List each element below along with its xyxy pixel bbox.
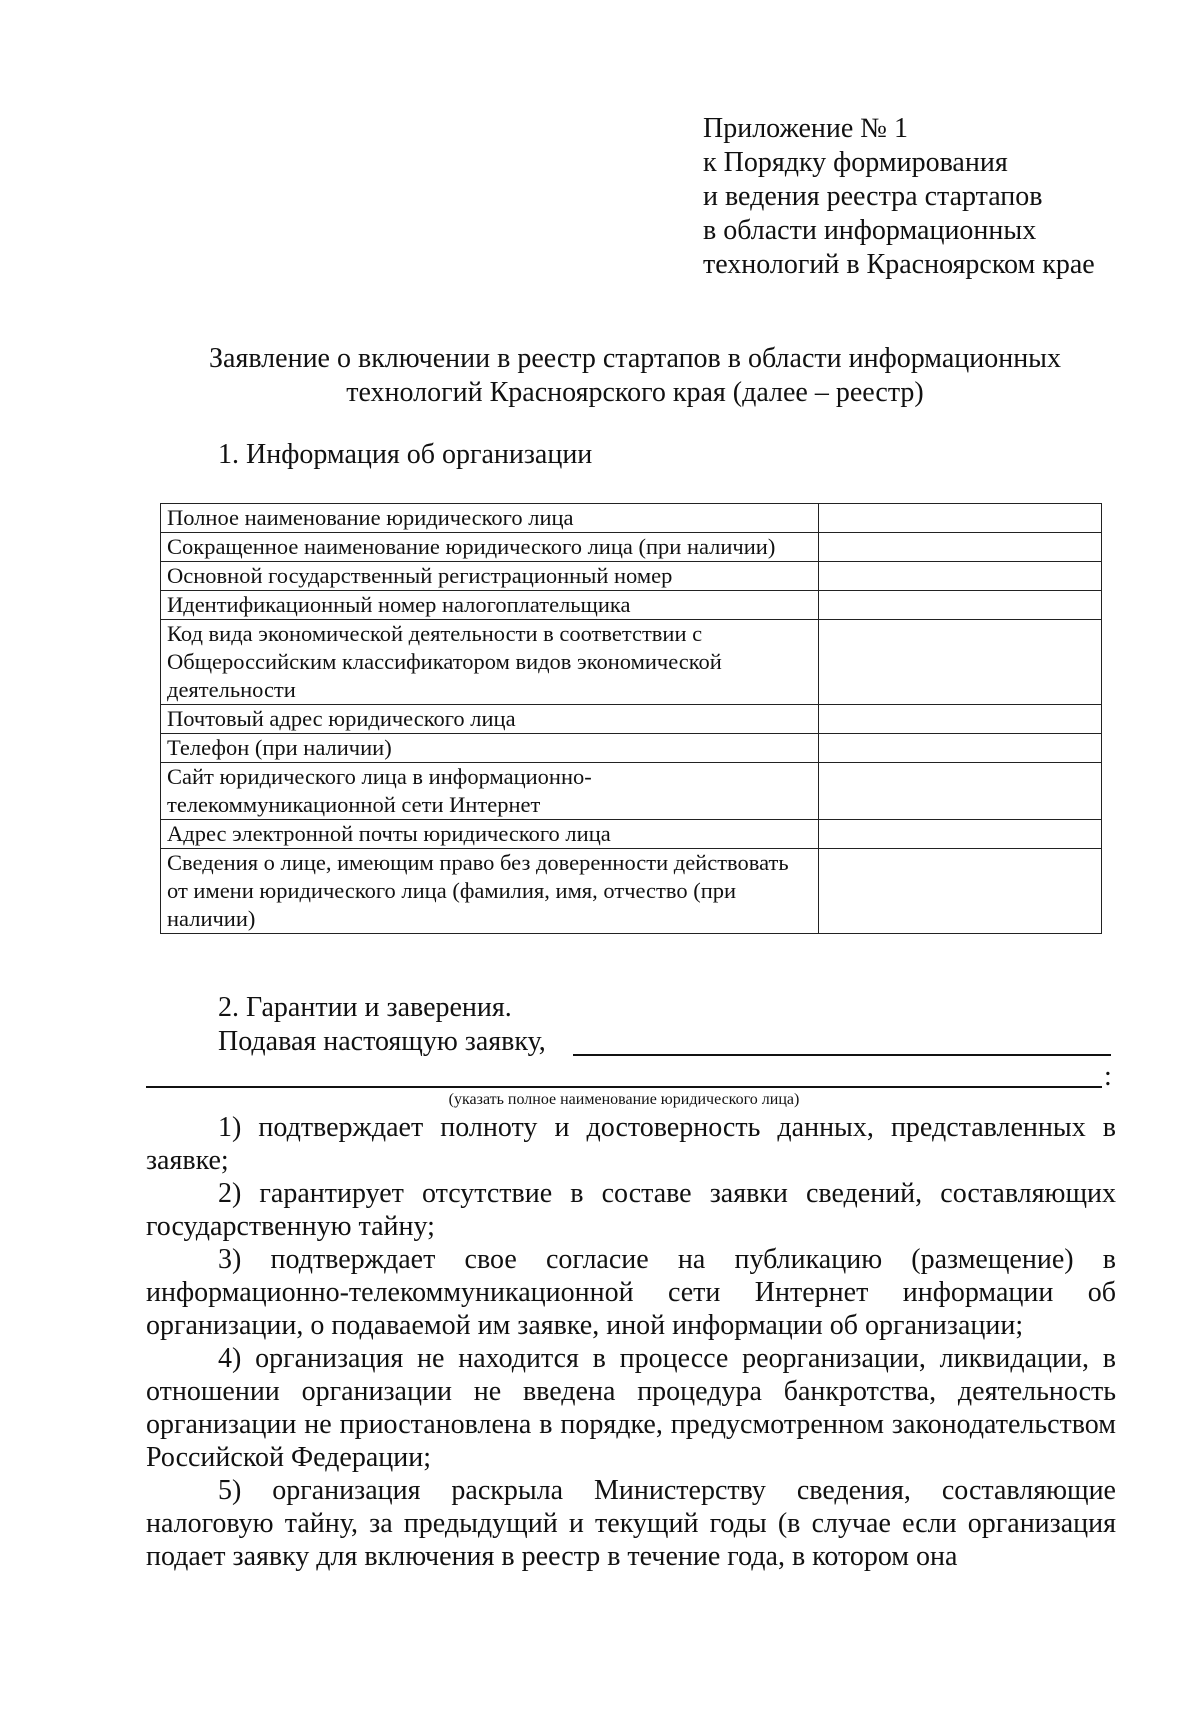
row-value-field[interactable] <box>818 620 1101 705</box>
row-label: Сайт юридического лица в информационно-телекоммуникационной сети Интернет <box>161 763 819 820</box>
guarantee-item-4: 4) организация не находится в процессе реорганизации, ликвидации, в отношении организации не введена процедура банкротства, деятельность организации не приостановлена в порядке, предусмотренном законодательством Российской Федерации; <box>146 1343 1116 1473</box>
table-row <box>161 705 1102 734</box>
appendix-line: к Порядку формирования <box>703 147 1008 178</box>
organization-name-blank-1[interactable] <box>573 1054 1111 1056</box>
table-row <box>161 562 1102 591</box>
table-row <box>161 734 1102 763</box>
appendix-line: Приложение № 1 <box>703 113 908 144</box>
row-value-field[interactable] <box>818 562 1101 591</box>
row-value-field[interactable] <box>818 820 1101 849</box>
organization-name-blank-2[interactable] <box>146 1086 1102 1088</box>
row-label: Почтовый адрес юридического лица <box>161 705 819 734</box>
table-row <box>161 849 1102 934</box>
table-row <box>161 504 1102 533</box>
guarantee-item-1: 1) подтверждает полноту и достоверность данных, представленных в заявке; <box>146 1112 1116 1176</box>
table-row <box>161 591 1102 620</box>
blank-hint: (указать полное наименование юридического лица) <box>448 1091 800 1108</box>
document-title <box>140 342 1130 410</box>
guarantee-item-2: 2) гарантирует отсутствие в составе заявки сведений, составляющих государственную тайну; <box>146 1178 1116 1242</box>
row-value-field[interactable] <box>818 763 1101 820</box>
row-value-field[interactable] <box>818 504 1101 533</box>
submit-statement: Подавая настоящую заявку, <box>218 1026 546 1057</box>
row-value-field[interactable] <box>818 849 1101 934</box>
row-label: Телефон (при наличии) <box>161 734 819 763</box>
row-label: Сокращенное наименование юридического лица (при наличии) <box>161 533 819 562</box>
appendix-header <box>703 112 1095 282</box>
title-line-2: технологий Красноярского края (далее – реестр) <box>346 377 924 408</box>
row-label: Идентификационный номер налогоплательщика <box>161 591 819 620</box>
guarantee-item-3: 3) подтверждает свое согласие на публикацию (размещение) в информационно-телекоммуникационной сети Интернет информации об организации, о подаваемой им заявке, иной информации об организации; <box>146 1244 1116 1341</box>
row-value-field[interactable] <box>818 705 1101 734</box>
row-value-field[interactable] <box>818 734 1101 763</box>
row-label: Полное наименование юридического лица <box>161 504 819 533</box>
row-label: Адрес электронной почты юридического лица <box>161 820 819 849</box>
section-2-heading: 2. Гарантии и заверения. <box>218 992 512 1023</box>
row-label: Сведения о лице, имеющим право без доверенности действовать от имени юридического лица (фамилия, имя, отчество (при наличии) <box>161 849 819 934</box>
appendix-line: технологий в Красноярском крае <box>703 249 1095 280</box>
appendix-line: в области информационных <box>703 215 1037 246</box>
guarantee-item-5: 5) организация раскрыла Министерству сведения, составляющие налоговую тайну, за предыдущий и текущий годы (в случае если организация подает заявку для включения в реестр в течение года, в котором она <box>146 1475 1116 1572</box>
colon-mark: : <box>1104 1061 1112 1092</box>
table-row <box>161 820 1102 849</box>
row-label: Код вида экономической деятельности в соответствии с Общероссийским классификатором видов экономической деятельности <box>161 620 819 705</box>
table-row <box>161 533 1102 562</box>
table-row <box>161 620 1102 705</box>
row-label: Основной государственный регистрационный номер <box>161 562 819 591</box>
section-1-heading: 1. Информация об организации <box>218 439 593 470</box>
title-line-1: Заявление о включении в реестр стартапов в области информационных <box>209 343 1061 374</box>
table-row <box>161 763 1102 820</box>
row-value-field[interactable] <box>818 533 1101 562</box>
appendix-line: и ведения реестра стартапов <box>703 181 1043 212</box>
row-value-field[interactable] <box>818 591 1101 620</box>
organization-info-table <box>160 503 1102 934</box>
